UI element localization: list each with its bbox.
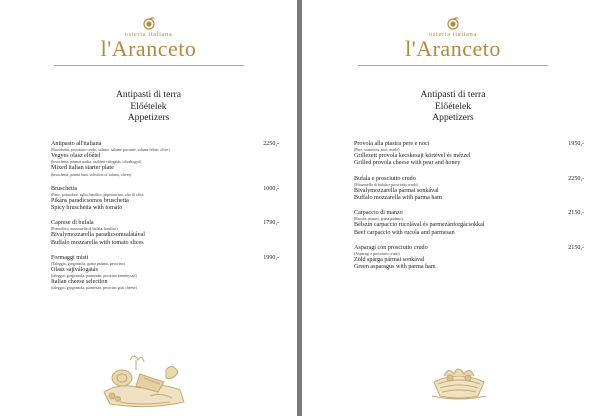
item-name-italian: Carpaccio di manzo (354, 210, 403, 217)
item-name-hungarian: Vegyes olasz előétel (51, 153, 101, 160)
item-price: 2150,- (568, 210, 584, 217)
item-name-english: Beef carpaccio with rucola and parmesan (354, 229, 455, 236)
item-description-hungarian: (taleggio, gorgonzola, parmezán, pecorino keménysajt) (51, 274, 137, 279)
item-description-english: (bruschetta, parma ham, selection of salami, olives) (51, 172, 132, 177)
item-description-italian: (Taleggio, gorgonzola, grana padano, pecorino) (51, 262, 125, 267)
item-price: 1990,- (263, 254, 279, 261)
brand-subtitle: osteria italiana (124, 31, 173, 38)
item-description-italian: (Pomodoro, mozzarella di bufala, basilico) (51, 227, 118, 232)
section-heading (302, 89, 604, 124)
orange-emblem-icon (444, 16, 462, 30)
item-name-italian: Antipasto all'italiana (51, 141, 102, 147)
item-price: 2150,- (568, 244, 584, 251)
item-name-italian: Formaggi misti (51, 254, 89, 261)
item-name-english: Buffalo mozzarella with tomato slices (51, 239, 144, 246)
item-price: 2250,- (263, 141, 279, 147)
item-name-hungarian: Bivalymozzarella paradicsomsalátával (51, 232, 145, 239)
item-name-italian: Caprese di bufala (51, 220, 94, 227)
heading-italian: Antipasti di terra (420, 89, 486, 100)
item-name-english: Buffalo mozzarella with parma ham (354, 195, 442, 202)
menu-list (354, 141, 584, 279)
menu-item (354, 210, 584, 237)
item-name-hungarian: Bélszín carpaccio rucolával és parmezánforgácsokkal (354, 222, 485, 229)
heading-hungarian: Előételek (434, 100, 472, 112)
item-name-english: Italian cheese selection (51, 279, 108, 286)
food-illustration-icon (100, 352, 192, 410)
item-description-english: (taleggio, gorgonzola, parmesan, pecorino goat cheese) (51, 286, 137, 291)
item-name-hungarian: Olasz sajtválogatás (51, 267, 98, 274)
menu-item (354, 176, 584, 203)
menu-page-left (0, 0, 297, 416)
item-description-italian: (Mozzarella di bufala e prosciutto crudo) (354, 182, 418, 187)
menu-item (354, 141, 584, 168)
brand-logo (0, 16, 297, 66)
basket-illustration-icon (428, 362, 490, 400)
item-description-hungarian: (bruschetta, pármai sonka, szalámi válogatás, olívabogyó) (51, 160, 142, 165)
item-name-english: Green asparagus with parma ham (354, 264, 436, 271)
menu-page-right (302, 0, 604, 416)
menu-item (51, 141, 279, 178)
menu-item (51, 220, 279, 247)
section-heading (0, 89, 297, 124)
brand-name: l'Aranceto (405, 36, 501, 61)
item-name-hungarian: Pikáns paradicsomos bruschetta (51, 197, 129, 204)
item-name-hungarian: Zöld spárga pármai sonkával (354, 257, 425, 264)
item-name-english: Mixed italian starter plate (51, 165, 114, 172)
divider (54, 65, 244, 66)
heading-english: Appetizers (127, 112, 170, 123)
orange-emblem-icon (140, 16, 158, 30)
item-price: 1000,- (263, 185, 279, 192)
divider (358, 65, 548, 66)
item-name-english: Spicy bruschetta with tomato (51, 205, 123, 212)
menu-item (354, 245, 584, 272)
item-price: 2250,- (568, 175, 584, 182)
item-description-italian: (Rucola, manzo, grana padano) (354, 217, 403, 222)
item-name-hungarian: Bivalymozzarella pármai sonkával (354, 187, 439, 194)
item-description-italian: (Asparagi e prosciutto crudo) (354, 252, 400, 257)
item-name-hungarian: Grillezett provola kecskesajt körtével és mézzel (354, 153, 471, 160)
item-name-italian: Asparagi con prosciutto crudo (354, 244, 428, 251)
item-description-italian: (Bruschetta, prosciutto crudo, salame, salame piccante, salame felino, olive) (51, 148, 170, 153)
heading-italian: Antipasti di terra (115, 89, 181, 100)
heading-hungarian: Előételek (130, 100, 167, 112)
heading-english: Appetizers (432, 112, 474, 123)
item-price: 1950,- (568, 141, 584, 147)
item-name-italian: Bruschetta (51, 185, 78, 192)
menu-item (51, 255, 279, 292)
item-name-italian: Provola alla piastra pere e noci (354, 141, 430, 147)
menu-list (51, 141, 279, 299)
brand-subtitle: osteria italiana (429, 31, 477, 38)
item-price: 1790,- (263, 220, 279, 227)
item-description-italian: (Pane, pomodoro, aglio, basilico, peperoncino, olio di oliva (51, 192, 144, 197)
brand-name: l'Aranceto (100, 36, 197, 61)
item-name-italian: Bufala e prosciutto crudo (354, 175, 416, 182)
item-description-italian: (Pere, scamorza, noci, miele) (354, 148, 400, 153)
menu-item (51, 186, 279, 213)
brand-logo (302, 16, 604, 66)
item-name-english: Grilled provola cheese with pear and honey (354, 160, 461, 167)
